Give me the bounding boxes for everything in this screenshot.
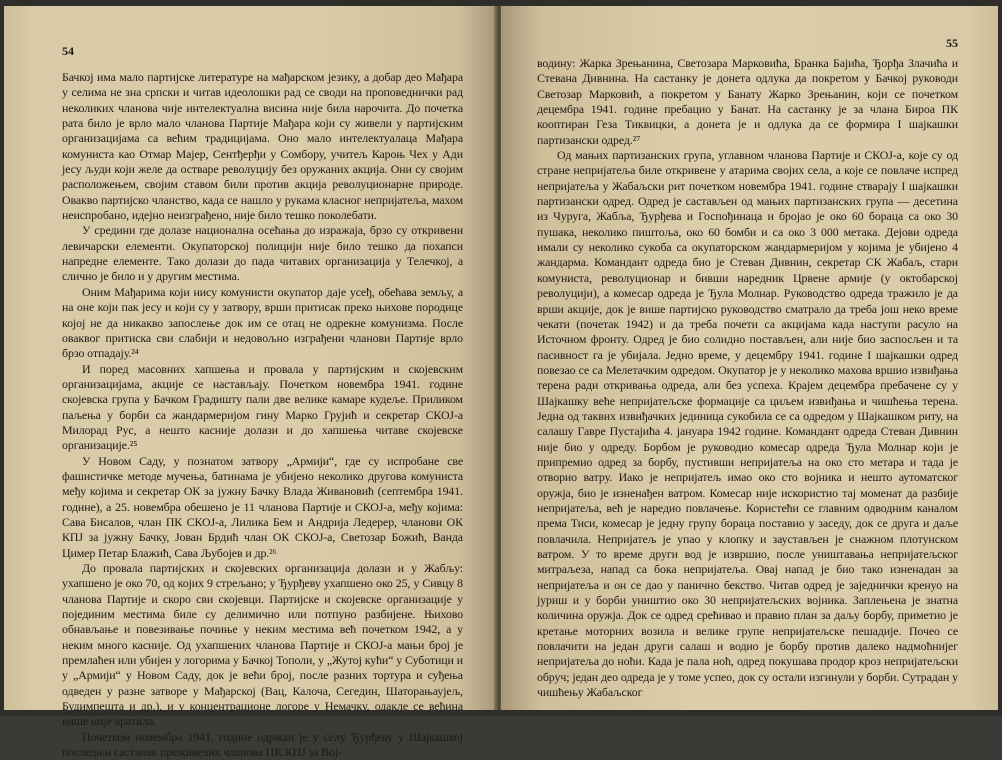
left-page-text [62, 70, 463, 760]
paragraph: У средини где долазе национална осећања до изражаја, брзо су откривени левичарски елементи. Окупаторској полицији није било тешко да похапси напреднe елементе. Тако долази до пада читавих организација у Телечкој, а слично је било и у другим местима. [62, 223, 463, 284]
left-page [4, 6, 497, 760]
paragraph: Од мањих партизанских група, углавном чланова Партије и СКОЈ-а, које су од стране непријатеља биле откривене у атарима својих села, а које се повлаче испред непријатеља у Жабаљски рит почетком новембра 1941. године стварају I шајкашки партизански одред. Одред је састављен од мањих партизанских група — десетина из Чуруга, Жабља, Ђурђева и Госпођинаца и бројао је око 60 бораца са око 30 пушака, неколико пиштоља, око 60 бомби и са око 3 000 метака. Дејови одреда имали су неколико сукоба са окупаторском жандармеријом у којима је убијено 4 жандарма. Командант одреда био је Стеван Дивнин, секретар СК Жабаљ, стари комуниста, револуционар и бивши наредник Црвене армије (у октобарској револуцији), а комесар одреда је Ђула Молнар. Руководство одреда тражило је да врши акције, док је више партијско руководство сматрало да треба још неко време чекати (почетак 1942) и да треба почети са акцијама када наступи расуло на Источном фронту. Одред је био солидно постављен, али није био заспосљен и та пасивност га је убијала. Једно време, у децембру 1941. године I шајкашки одред повезао се са Мелетачким одредом. Окупатор је у неколико махова вршио извиђања терена ради откривања одреда, али без успеха. Крајем децембра пребачене су у Шајкашку веће непријатељске формације са циљем извиђања и чишћења терена. Једна од таквих извиђачких јединица сукобила се са одредом у Шајкашком риту, на салашу Гавре Пустајића 4. јануара 1942 године. Командант одреда Стеван Дивнин није био у одреду. Борбом је руководио комесар одреда Ђула Молнар који је припремио одред за борбу, пустивши непријатеља на око сто метара и тада је отворио ватру. Иако је непријатељ имао око сто војника и нешто аутоматског оружја, био је изненађен ватром. Комесар није искористио тај моменат да разбије непријатеља, већ је наредио повлачење. Користећи се главним одводним каналом према Тиси, комесар је једну групу бораца поставио у заседу, док се друга и даље повлачила. Непријатељ је упао у клопку и заустављен је снажном плотунском ватром. У то време други вод је извршио, после уништавања непријатељског митраљеза, напад са бока непријатеља. Овај напад је био тако изненадан за непријатеља и он се дао у панично бекство. Читав одред је заједнички кренуо на јуриш и у борби уништио око 30 непријатељских војника. Заплењена је знатна количина оружја. Док се одред срећивао и правио план за даљу борбу, приметио је кретање моторних возила и велике групе непријатељске пешадије. Почео се повлачити на један други салаш и водио је борбу против далеко надмоћнијег непријатеља до ноћи. Када је пала ноћ, одред покушава продор кроз непријатељски обруч; један део одреда је у томе успео, док су остали изгинули у борби. Сутрадан у чишћењу Жабаљског [537, 148, 958, 700]
paragraph: Почетком новембра 1941. године одржан је у селу Ђурђеву у Шајкашкој последњи састанак преживелих чланова ПК КПЈ за Вој- [62, 729, 463, 760]
paragraph: водину: Жарка Зрењанина, Светозара Марковића, Бранка Бајића, Ђорђа Злачића и Стевана Дивнина. На састанку је донета одлука да покретом у Бачкој руководи Светозар Марковић, а покретом у Банату Жарко Зрењанин, који се почетком децембра 1941. године пребацио у Банат. На састанку је за члана Бироа ПК кооптиран Геза Тиквицки, а донета је и одлука да се формира I шајкашки партизански одред.²⁷ [537, 56, 958, 147]
paragraph: У Новом Саду, у познатом затвору „Армији“, где су испробане све фашистичке методе мучења, батинама је убијено неколико другова комуниста међу којима и секретар ОК за јужну Бачку Влада Живановић (септембра 1941. године), а 25. новембра обешено је 11 чланова Партије и СКОЈ-а, међу којима: Сава Бисалов, члан ПК СКОЈ-а, Лилика Бем и Андрија Ледерер, чланови ОК КПЈ за јужну Бачку, Јован Брдић члан ОК СКОЈ-а, Светозар Божић, Ванда Цимер Петар Блажић, Сава Љубојев и др.²⁶ [62, 453, 463, 560]
paragraph: До провала партијских и скојевских организација долази и у Жабљу: ухапшено је око 70, од којих 9 стрељано; у Ђурђеву ухапшено око 25, у Сивцу 8 чланова Партије и скоро сви скојевци. Партијске и скојевске организације у појединим местима биле су делимично или потпуно разбијене. Њихово обнављање и повезивање почиње у неким местима већ почетком 1942, а у неким много касније. Од ухапшених чланова Партије и СКОЈ-а мањи број је премлаћен или убијен у логорима у Бачкој Тополи, у „Жутој кући“ у Суботици и у „Армији“ у Новом Саду, док је већи број, после разних тортура и суђења одведен у разне затворе у Мађарској (Вац, Калоча, Сегедин, Шаторањаујељ, Будимпешта и др.), и у концентрационе логоре у Немачку, одакле се већина више није вратила. [62, 561, 463, 729]
paragraph: Бачкој има мало партијске литературе на мађарском језику, а добар део Мађара у селима не зна српски и читав идеолошки рад се своди на проповеднички рад неколиких чланова чије интелектуална висина није била нарочита. До почетка рата било је врло мало чланова Партије Мађара који су живели у партијским организацијама са већим традицијама. Оно мало интелектуалаца Мађара комуниста као Отмар Мајер, Сентђерђи у Сомбору, учитељ Кароњ Чех у Ади јесу људи који желе да остваре револуцију без оружаних акција. Они су својим расположењем, својим ставом били против акција револуционарне природе. Овакво партијско чланство, када се нашло у рукама класног непријатеља, махом неиспробано, идејно неизграђено, није било тешко поколебати. [62, 70, 463, 223]
paragraph: И поред масовних хапшења и провала у партијским и скојевским организацијама, акције се настављају. Почетком новембра 1941. године скојевска група у Бачком Градишту пали две велике камаре кудеље. Приликом паљења у борби са жандармеријом гину Марко Грујић и секретар СКОЈ-а Милорад Рус, а нешто касније долази и до хапшења читаве скојевске организације.²⁵ [62, 361, 463, 453]
page-number-left: 54 [62, 44, 74, 58]
right-page-text [537, 56, 958, 700]
right-page [501, 6, 998, 710]
page-number-right: 55 [946, 36, 958, 50]
paragraph: Оним Мађарима који нису комунисти окупатор даје уcеђ, обећава земљу, а на оне који пак јесу и који су у затвору, врши притисак преко њихове породице којој не да никакво запослење док им се отац не одрекне комунизма. После оваквог притиска сви слабији и недовољно изграђени чланови Партије врло брзо отпадају.²⁴ [62, 284, 463, 361]
